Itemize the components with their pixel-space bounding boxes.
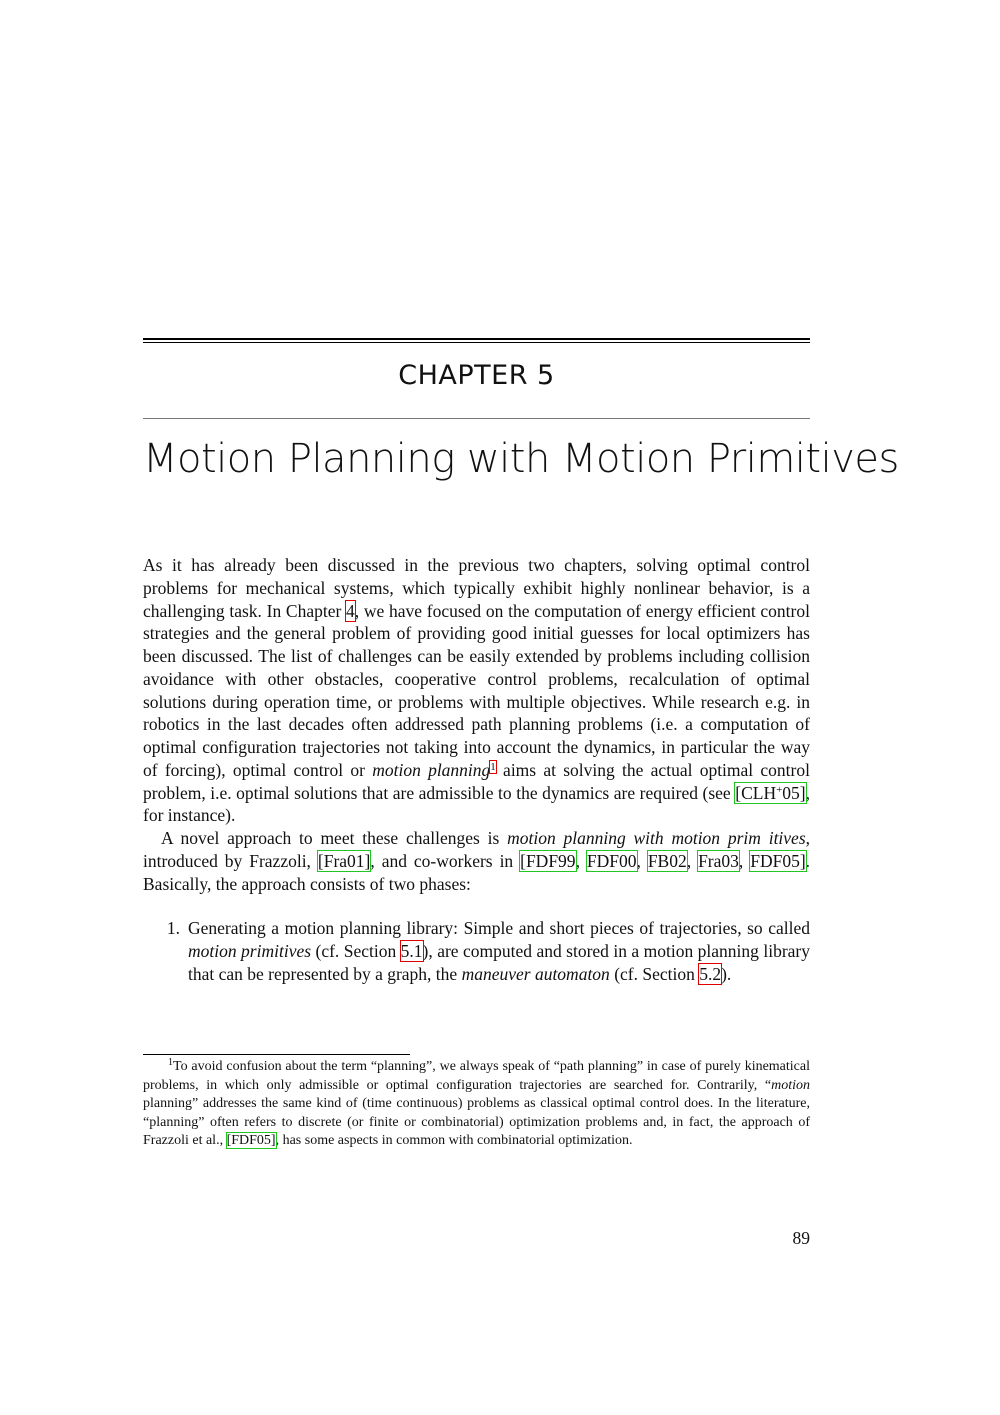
citation-fra03-link[interactable]: Fra03 — [698, 850, 739, 871]
section-5-2-link[interactable]: 5.2 — [699, 963, 722, 984]
footnote-citation-fdf05-link[interactable]: [FDF05] — [226, 1133, 276, 1149]
citation-fra01-link[interactable]: [Fra01] — [317, 850, 371, 871]
list-item-text: Generating a motion planning library: Simple and short pieces of trajectories, so called motion primitives (cf. Section 5.1), are computed and stored in a motion planning library that can be represented by a graph, the maneuver automaton (cf. Section 5.2). — [188, 918, 810, 984]
chapter-title: Motion Planning with Motion Primitives — [143, 436, 899, 482]
list-item — [143, 917, 810, 985]
footnote-1-link[interactable]: 1 — [490, 760, 496, 773]
chapter-4-link[interactable]: 4 — [346, 600, 355, 621]
section-5-1-link[interactable]: 5.1 — [400, 941, 423, 961]
body-text — [143, 554, 810, 986]
footnote-rule — [143, 1054, 410, 1055]
citation-fdf99-link[interactable]: [FDF99 — [520, 850, 576, 871]
citation-clh05-link[interactable]: [CLH+05] — [735, 782, 806, 803]
citation-fb02-link[interactable]: FB02 — [647, 850, 687, 871]
citation-fdf00-link[interactable]: FDF00 — [586, 850, 637, 871]
page-number: 89 — [792, 1228, 810, 1248]
chapter-label: CHAPTER 5 — [398, 360, 555, 391]
paragraph-2: A novel approach to meet these challenges is motion planning with motion prim itives, introduced by Frazzoli, [Fra01], and co-workers in [FDF99, FDF00, FB02, Fra03, FDF05]. Basically, the approach consists of two phases: — [143, 828, 811, 894]
footnote-mark: 1 — [168, 1057, 173, 1068]
footnote: $^1$To avoid confusion about the term “planning”, we always speak of “path planning” in case of purely kinematical problems, in which only admissible or optimal configuration trajectories are searched for. Contrarily, “motion planning” addresses the same kind of (time continuous) problems as classical optimal control does. In the literature, “planning” often refers to discrete (or finite or combinatorial) optimization problems and, in fact, the approach of Frazzoli et al., [FDF05], has some aspects in common with combinatorial optimization. — [143, 1057, 810, 1149]
paragraph-1: As it has already been discussed in the previous two chapters, solving optimal control problems for mechanical systems, which typically exhibit highly nonlinear behavior, is a challenging task. In Chapter 4, we have focused on the computation of energy efficient control strategies and the general problem of providing good initial guesses for local optimizers has been discussed. The list of challenges can be easily extended by problems including collision avoidance with other obstacles, cooperative control problems, recalculation of optimal solutions during operation time, or problems with multiple objectives. While research e.g. in robotics in the last decades often addressed path planning problems (i.e. a computation of optimal configuration trajectories not taking into account the dynamics, in particular the way of forcing), optimal control or motion planning$^1$ aims at solving the actual optimal control problem, i.e. optimal solutions that are admissible to the dynamics are required (see [CLH+05], for instance). — [143, 555, 810, 826]
phase-list — [143, 917, 810, 985]
chapter-divider-rule — [143, 418, 810, 419]
list-item-number: 1. — [166, 918, 180, 939]
citation-fdf05-link[interactable]: FDF05] — [750, 850, 806, 871]
motion-planning-term: motion planning — [372, 759, 491, 780]
